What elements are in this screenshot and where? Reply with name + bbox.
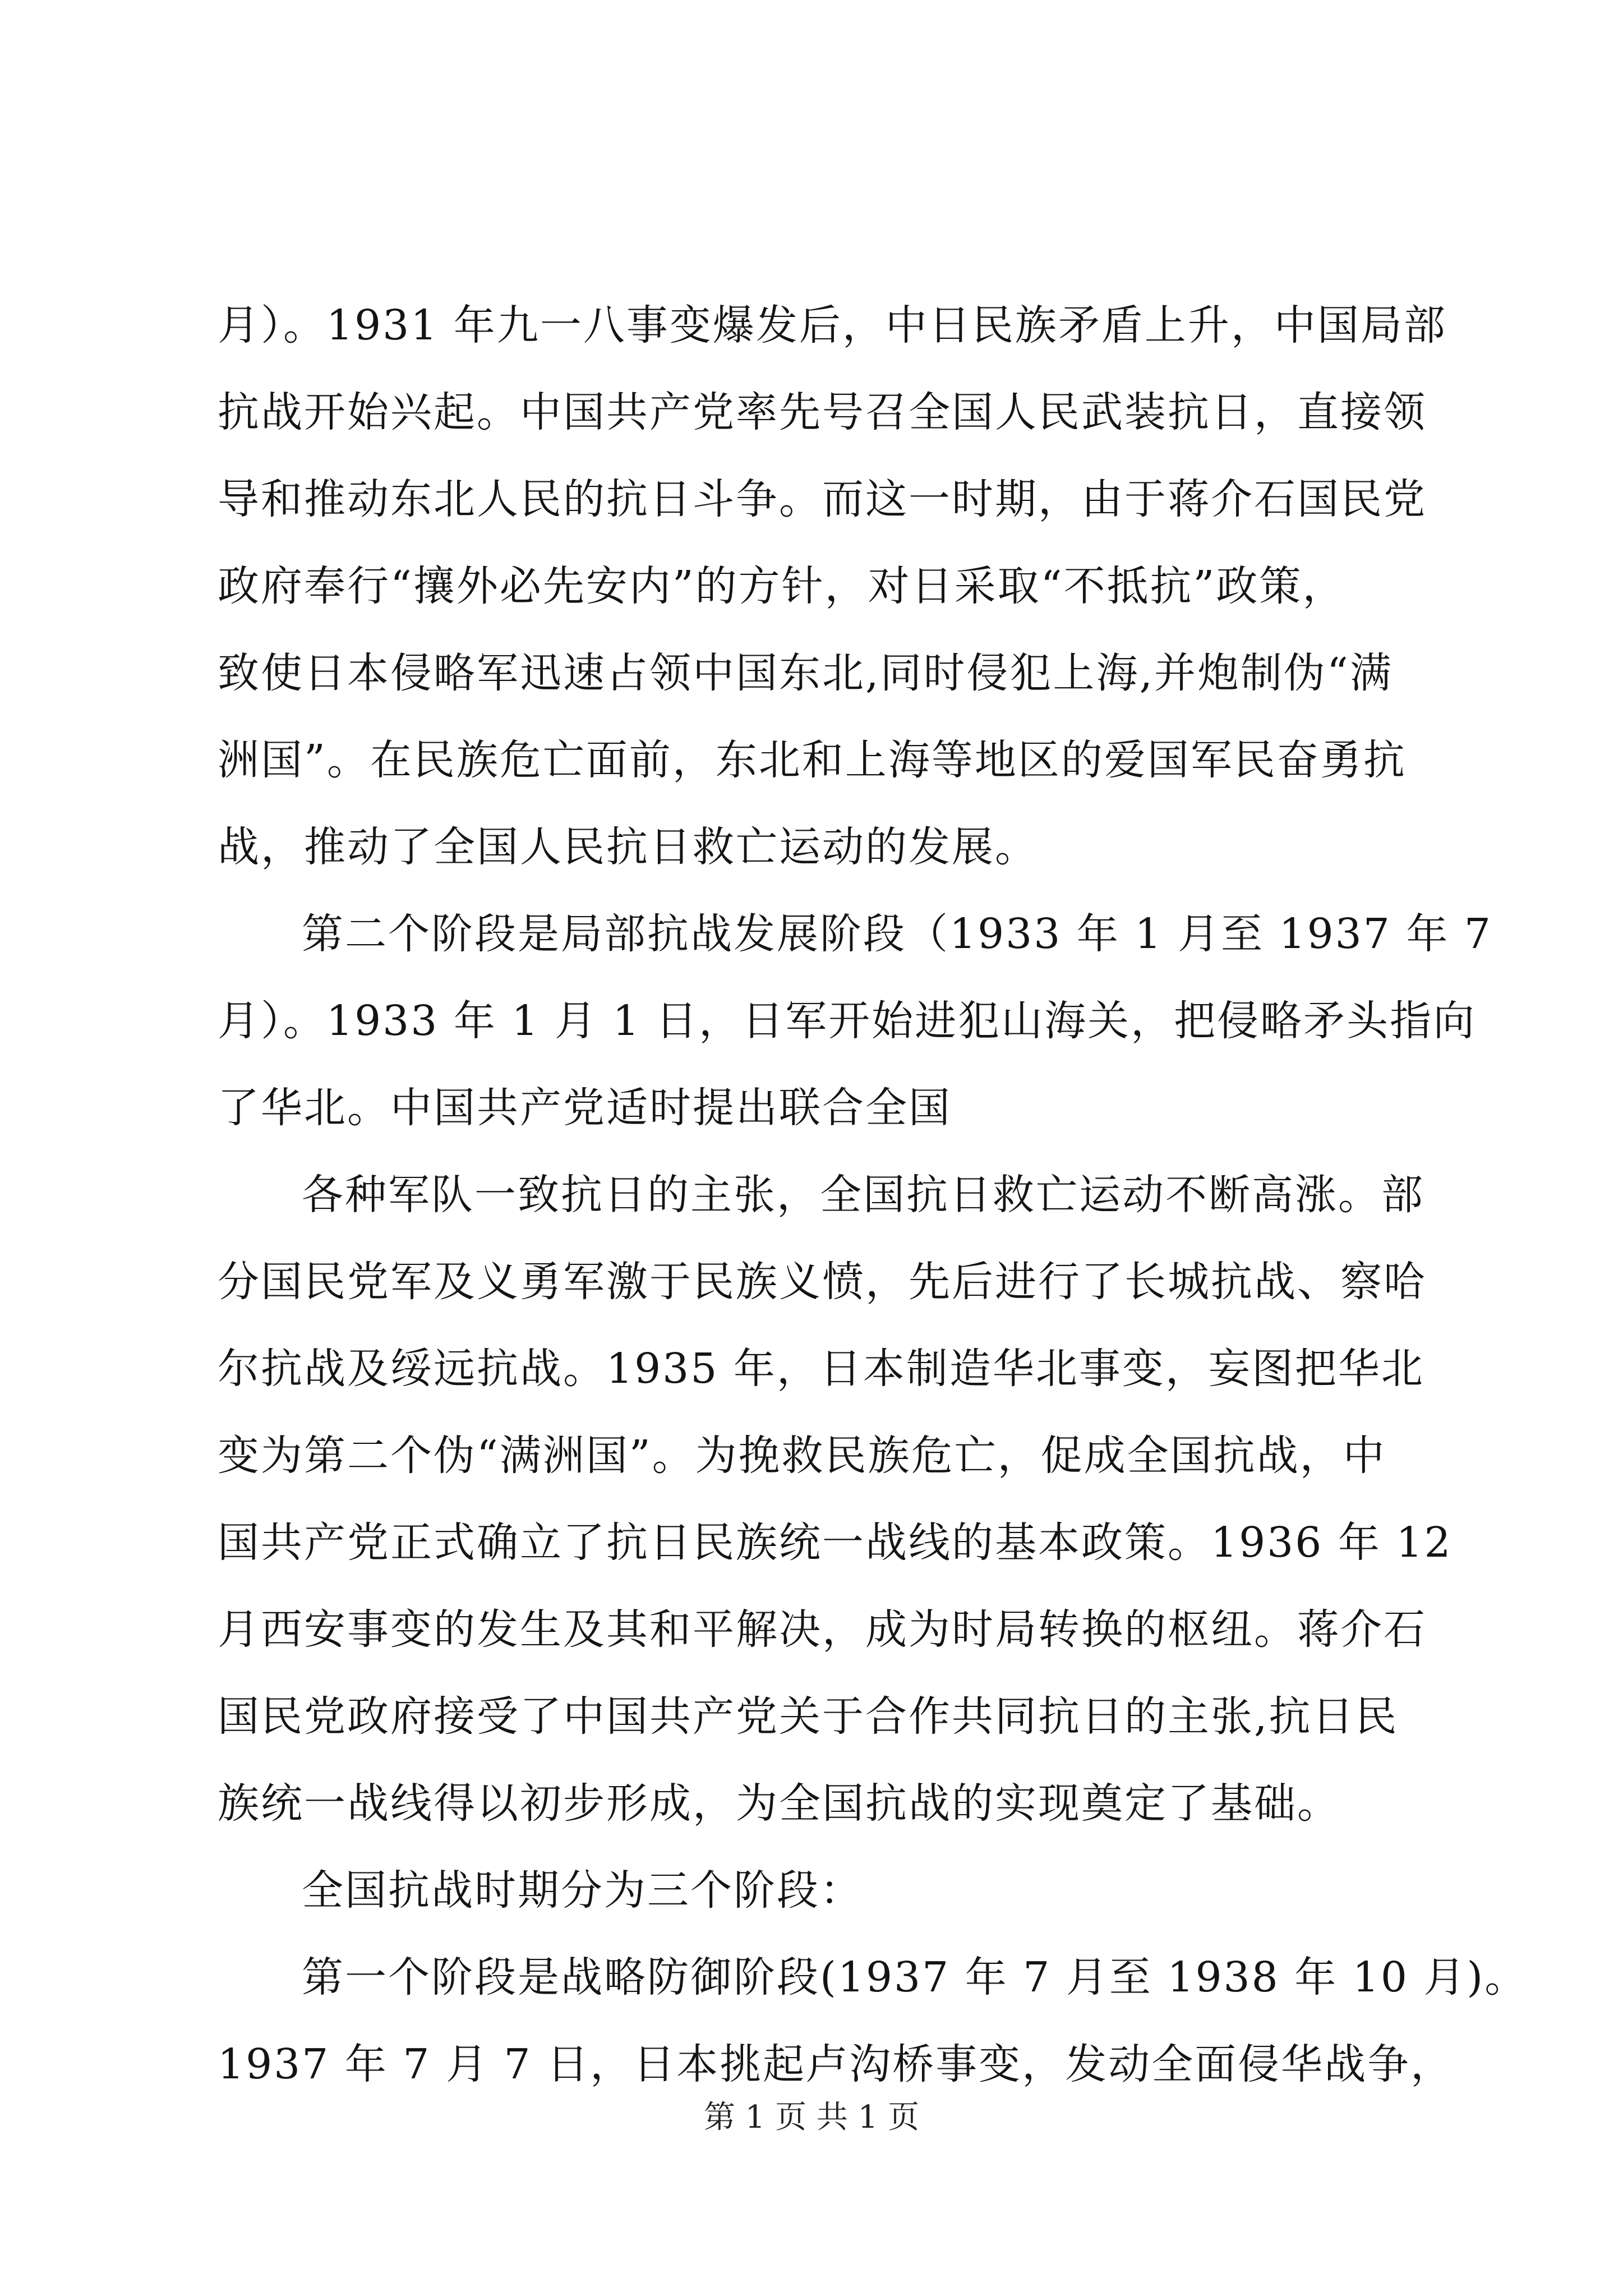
page-footer: 第 1 页 共 1 页 [703,2099,920,2136]
text-line-12: 分国民党军及义勇军激于民族义愤，先后进行了长城抗战、察哈 [218,1258,1427,1306]
text-line-18: 族统一战线得以初步形成，为全国抗战的实现奠定了基础。 [218,1779,1340,1828]
text-line-6: 洲国”。在民族危亡面前，东北和上海等地区的爱国军民奋勇抗 [218,736,1407,784]
text-line-1: 月）。1931 年九一八事变爆发后，中日民族矛盾上升，中国局部 [218,301,1447,349]
text-line-11: 各种军队一致抗日的主张，全国抗日救亡运动不断高涨。部 [302,1171,1424,1219]
text-line-20: 第一个阶段是战略防御阶段(1937 年 7 月至 1938 年 10 月)。 [302,1953,1528,2001]
text-line-21: 1937 年 7 月 7 日，日本挑起卢沟桥事变，发动全面侵华战争， [218,2040,1454,2088]
text-line-13: 尔抗战及绥远抗战。1935 年，日本制造华北事变，妄图把华北 [218,1345,1424,1393]
text-line-3: 导和推动东北人民的抗日斗争。而这一时期，由于蒋介石国民党 [218,475,1427,523]
text-line-5: 致使日本侵略军迅速占领中国东北,同时侵犯上海,并炮制伪“满 [218,649,1393,697]
text-line-4: 政府奉行“攘外必先安内”的方针，对日采取“不抵抗”政策， [218,562,1346,610]
text-line-8: 第二个阶段是局部抗战发展阶段（1933 年 1 月至 1937 年 7 [302,910,1492,958]
text-line-19: 全国抗战时期分为三个阶段： [302,1866,863,1915]
text-line-16: 月西安事变的发生及其和平解决，成为时局转换的枢纽。蒋介石 [218,1605,1427,1654]
text-line-2: 抗战开始兴起。中国共产党率先号召全国人民武装抗日，直接领 [218,388,1427,436]
text-line-17: 国民党政府接受了中国共产党关于合作共同抗日的主张,抗日民 [218,1692,1399,1741]
text-line-15: 国共产党正式确立了抗日民族统一战线的基本政策。1936 年 12 [218,1519,1453,1567]
text-line-7: 战，推动了全国人民抗日救亡运动的发展。 [218,823,1038,871]
text-line-9: 月）。1933 年 1 月 1 日，日军开始进犯山海关，把侵略矛头指向 [218,997,1477,1045]
text-line-10: 了华北。中国共产党适时提出联合全国 [218,1084,952,1132]
text-line-14: 变为第二个伪“满洲国”。为挽救民族危亡，促成全国抗战，中 [218,1432,1386,1480]
